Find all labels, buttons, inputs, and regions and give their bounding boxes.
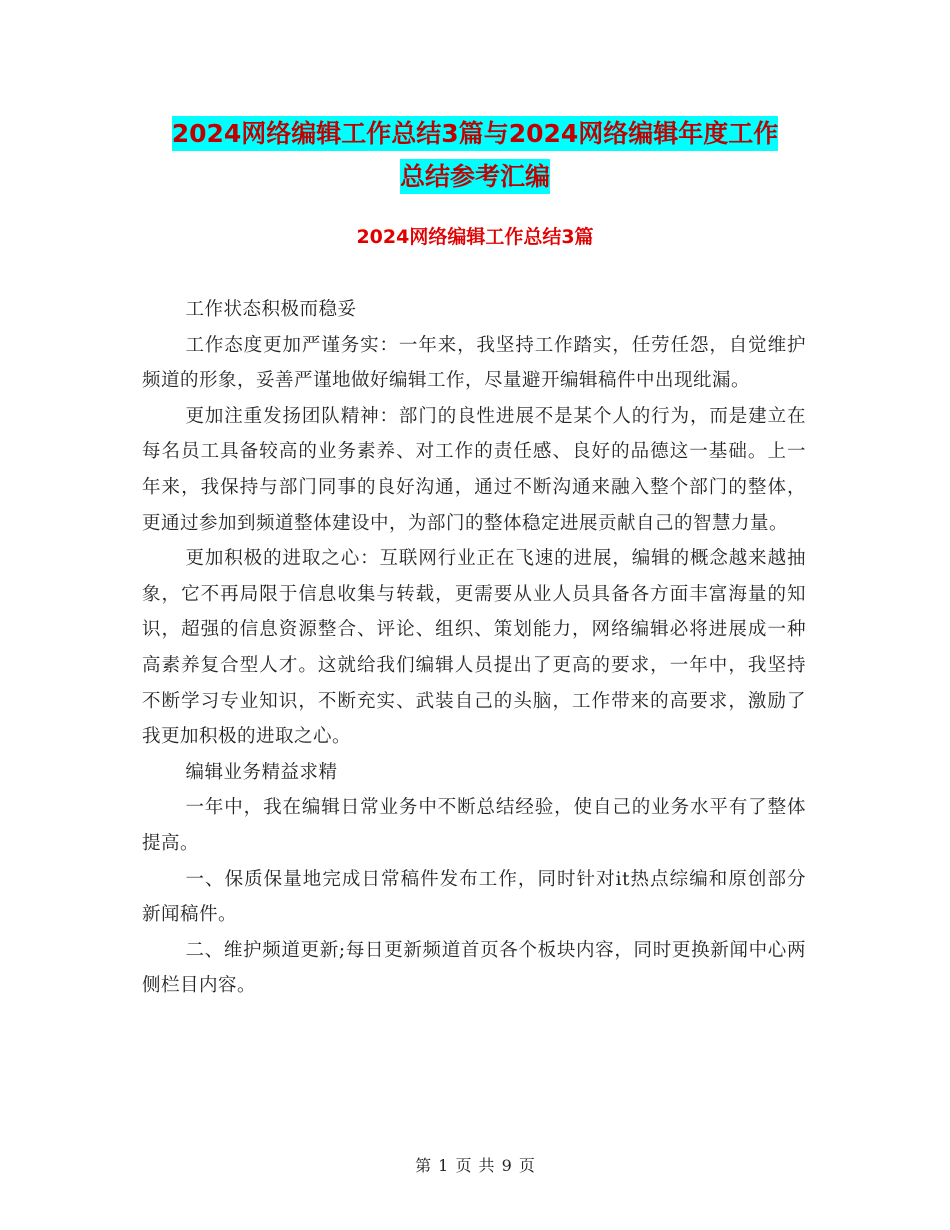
paragraph: 一、保质保量地完成日常稿件发布工作，同时针对it热点综编和原创部分新闻稿件。	[142, 868, 806, 926]
section-subtitle: 2024网络编辑工作总结3篇	[356, 226, 594, 248]
page-number-footer: 第 1 页 共 9 页	[415, 1156, 535, 1175]
title-line-2: 总结参考汇编	[400, 159, 550, 194]
paragraph: 编辑业务精益求精	[185, 761, 338, 783]
paragraph: 更加积极的进取之心：互联网行业正在飞速的进展，编辑的概念越来越抽象，它不再局限于信息收集与转载，更需要从业人员具备各方面丰富海量的知识，超强的信息资源整合、评论、组织、策划能力，网络编辑必将进展成一种高素养复合型人才。这就给我们编辑人员提出了更高的要求，一年中，我坚持不断学习专业知识，不断充实、武装自己的头脑，工作带来的高要求，激励了我更加积极的进取之心。	[142, 548, 806, 748]
paragraph: 更加注重发扬团队精神：部门的良性进展不是某个人的行为，而是建立在每名员工具备较高的业务素养、对工作的责任感、良好的品德这一基础。上一年来，我保持与部门同事的良好沟通，通过不断沟通来融入整个部门的整体，更通过参加到频道整体建设中，为部门的整体稳定进展贡献自己的智慧力量。	[142, 405, 806, 534]
title-line-1: 2024网络编辑工作总结3篇与2024网络编辑年度工作	[172, 116, 779, 151]
document-title	[140, 112, 810, 198]
paragraph: 工作状态积极而稳妥	[185, 299, 357, 320]
paragraph: 二、维护频道更新;每日更新频道首页各个板块内容，同时更换新闻中心两侧栏目内容。	[142, 939, 806, 997]
body-text	[142, 292, 806, 1004]
paragraph: 工作态度更加严谨务实：一年来，我坚持工作踏实，任劳任怨，自觉维护频道的形象，妥善严谨地做好编辑工作，尽量避开编辑稿件中出现纰漏。	[142, 334, 806, 392]
paragraph: 一年中，我在编辑日常业务中不断总结经验，使自己的业务水平有了整体提高。	[142, 797, 806, 854]
